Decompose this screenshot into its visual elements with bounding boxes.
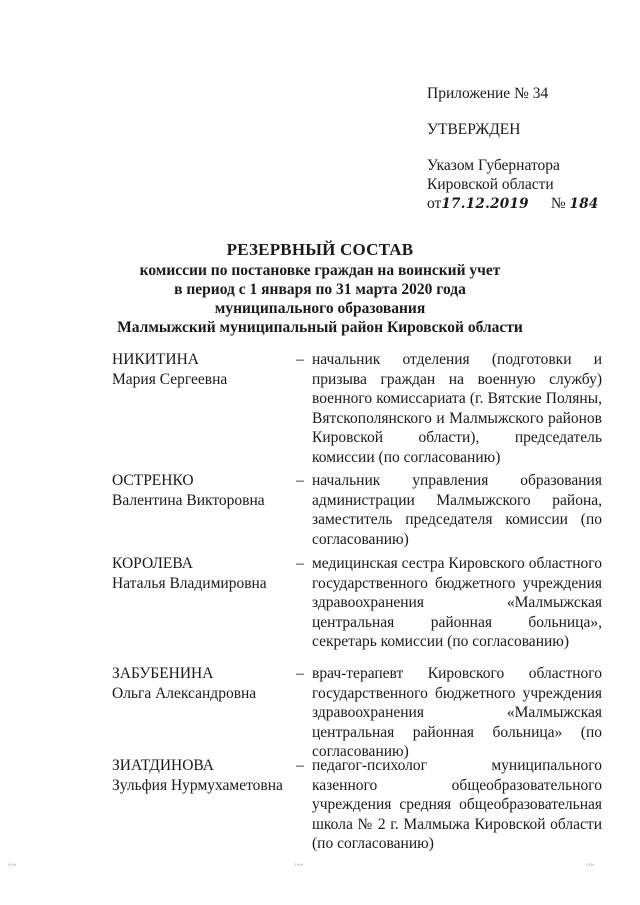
heading-line-3: муниципального образования [214, 300, 426, 317]
handwritten-date: 17.12.2019 [441, 196, 529, 212]
number-prefix: № [550, 195, 566, 212]
footer-mark-center: ¹⁰²ⁿ [295, 864, 304, 869]
decree-date-number [427, 194, 599, 214]
appendix-number: Приложение № 34 [427, 85, 549, 102]
member-given-name: Зульфия Нурмухаметовна [112, 776, 283, 794]
member-role: врач-терапевт Кировского областного государственного бюджетного учреждения здравоохранения «Малмыжская центральная районная больница» (по согласованию) [312, 665, 602, 760]
member-given-name: Наталья Владимировна [112, 574, 267, 592]
handwritten-number: 184 [569, 196, 599, 212]
document-heading [80, 240, 560, 337]
member-surname: ЗИАТДИНОВА [112, 757, 214, 774]
member-name [112, 350, 288, 467]
member-dash: – [296, 757, 304, 774]
footer-mark-left: ¹⁰²ⁿ [8, 864, 17, 869]
footer-mark-right: ¹⁰²ⁿ [586, 864, 595, 869]
member-surname: КОРОЛЕВА [112, 555, 193, 572]
approval-block [427, 84, 599, 214]
member-surname: НИКИТИНА [112, 351, 199, 368]
member-surname: ЗАБУБЕНИНА [112, 665, 214, 682]
member-dash: – [296, 472, 304, 489]
heading-line-2: в период с 1 января по 31 марта 2020 года [174, 281, 466, 298]
member-given-name: Мария Сергеевна [112, 370, 228, 388]
heading-line-1: комиссии по постановке граждан на воинский учет [139, 262, 501, 279]
heading-line-4: Малмыжский муниципальный район Кировской области [117, 319, 523, 336]
member-given-name: Валентина Викторовна [112, 491, 265, 509]
member-entry [112, 664, 602, 762]
member-role: медицинская сестра Кировского областного государственного бюджетного учреждения здравоохранения «Малмыжская центральная районная больница», секретарь комиссии (по согласованию) [312, 555, 602, 650]
member-dash: – [296, 665, 304, 682]
member-entry [112, 350, 602, 467]
member-name [112, 756, 288, 854]
member-entry [112, 756, 602, 854]
decree-line-2: Кировской области [427, 176, 554, 193]
member-name [112, 554, 288, 652]
member-given-name: Ольга Александровна [112, 684, 257, 702]
approved-label: УТВЕРЖДЕН [427, 121, 521, 138]
decree-line-1: Указом Губернатора [427, 157, 560, 174]
member-role: начальник управления образования администрации Малмыжского района, заместитель председателя комиссии (по согласованию) [312, 472, 602, 548]
member-surname: ОСТРЕНКО [112, 472, 194, 489]
document-title: РЕЗЕРВНЫЙ СОСТАВ [226, 240, 414, 259]
member-dash: – [296, 555, 304, 572]
member-role: педагог-психолог муниципального казенного общеобразовательного учреждения средняя общеобразовательная школа № 2 г. Малмыжа Кировской области (по согласованию) [312, 757, 602, 852]
member-name [112, 471, 288, 549]
member-entry [112, 471, 602, 549]
member-name [112, 664, 288, 762]
member-entry [112, 554, 602, 652]
member-dash: – [296, 351, 304, 368]
member-role: начальник отделения (подготовки и призыва граждан на военную службу) военного комиссариата (г. Вятские Поляны, Вятскополянского и Малмыжского районов Кировской области), председатель комиссии (по согласованию) [312, 351, 602, 466]
date-prefix: от [427, 195, 442, 212]
